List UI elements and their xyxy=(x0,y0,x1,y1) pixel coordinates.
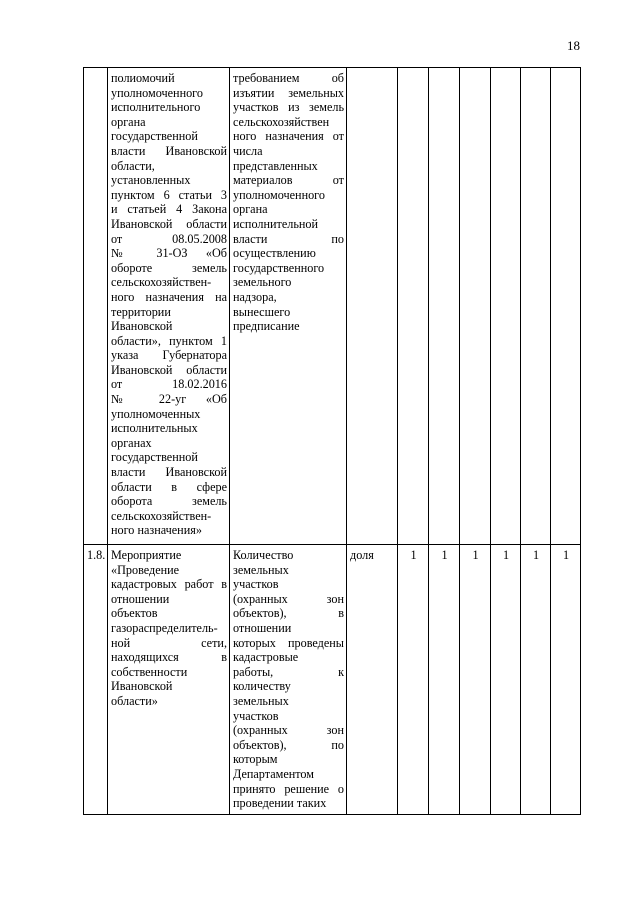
value-cell-year-3: 1 xyxy=(460,545,491,815)
text-line: от 18.02.2016 xyxy=(111,377,227,392)
text-line: которых проведены xyxy=(233,635,344,650)
text-line: надзора, xyxy=(233,289,277,304)
text-line: объектов), по xyxy=(233,737,344,752)
text-line: государственного xyxy=(233,260,325,275)
text-line: исполнительного xyxy=(111,100,201,115)
text-line: ного назначения» xyxy=(111,523,202,538)
text-line: отношении xyxy=(233,620,292,635)
measures-table xyxy=(83,67,581,815)
value-cell-year-3 xyxy=(460,68,491,545)
text-line: отношении xyxy=(111,591,170,606)
text-line: участков xyxy=(233,577,279,592)
value-cell-year-5: 1 xyxy=(521,545,551,815)
text-line: № 22-уг «Об xyxy=(111,392,227,407)
indicator-description-cell xyxy=(230,545,347,815)
row-number-cell xyxy=(84,68,108,545)
text-line: сельскохозяйствен xyxy=(233,114,330,129)
text-line: Ивановской xyxy=(111,319,173,334)
value-cell-year-4: 1 xyxy=(491,545,521,815)
text-line: области в сфере xyxy=(111,479,227,494)
text-line: пунктом 6 статьи 3 xyxy=(111,187,227,202)
text-line: требованием об xyxy=(233,71,344,85)
unit-cell xyxy=(347,68,398,545)
text-line: и статьей 4 Закона xyxy=(111,202,227,217)
text-line: от 08.05.2008 xyxy=(111,231,227,246)
text-line: (охранных зон xyxy=(233,723,344,738)
text-line: государственной xyxy=(111,450,198,465)
text-line: Количество xyxy=(233,548,294,562)
text-line: области, xyxy=(111,158,155,173)
value-cell-year-1 xyxy=(398,68,429,545)
value-cell-year-1: 1 xyxy=(398,545,429,815)
value-cell-year-6 xyxy=(551,68,581,545)
text-line: сельскохозяйствен- xyxy=(111,275,212,290)
text-line: проведении таких xyxy=(233,796,327,811)
text-line: земельных xyxy=(233,693,289,708)
text-line: Ивановской области xyxy=(111,362,227,377)
text-line: ной сети, xyxy=(111,635,227,650)
text-line: установленных xyxy=(111,173,191,188)
text-line: территории xyxy=(111,304,171,319)
text-line: вынесшего xyxy=(233,304,291,319)
text-line: сельскохозяйствен- xyxy=(111,508,212,523)
text-line: объектов), в xyxy=(233,606,344,621)
text-line: № 31-ОЗ «Об xyxy=(111,246,227,261)
text-line: уполномоченного xyxy=(233,187,325,202)
text-line: уполномоченного xyxy=(111,85,203,100)
value-cell-year-4 xyxy=(491,68,521,545)
value-cell-year-2 xyxy=(429,68,460,545)
text-line: власти Ивановской xyxy=(111,143,227,158)
text-line: ного назначения на xyxy=(111,289,227,304)
value-cell-year-6: 1 xyxy=(551,545,581,815)
text-line: кадастровых работ в xyxy=(111,577,227,592)
text-line: органа xyxy=(233,202,268,217)
text-line: оборота земель xyxy=(111,494,227,509)
text-line: исполнительной xyxy=(233,216,319,231)
row-number-cell: 1.8. xyxy=(84,545,108,815)
text-line: «Проведение xyxy=(111,562,180,577)
text-line: власти Ивановской xyxy=(111,465,227,480)
text-line: работы, к xyxy=(233,664,344,679)
text-line: осуществлению xyxy=(233,246,316,261)
text-line: полиомочий xyxy=(111,71,175,85)
text-line: Ивановской xyxy=(111,679,173,694)
text-line: (охранных зон xyxy=(233,591,344,606)
text-line: объектов xyxy=(111,606,158,621)
value-cell-year-5 xyxy=(521,68,551,545)
text-line: газораспределитель- xyxy=(111,620,218,635)
page-number: 18 xyxy=(567,38,580,53)
text-line: изъятии земельных xyxy=(233,85,344,100)
table-row xyxy=(84,68,581,545)
text-line: материалов от xyxy=(233,173,344,188)
text-line: собственности xyxy=(111,664,188,679)
text-line: обороте земель xyxy=(111,260,227,275)
measure-name-cell xyxy=(108,68,230,545)
text-line: представленных xyxy=(233,158,318,173)
text-line: предписание xyxy=(233,319,300,334)
value-cell-year-2: 1 xyxy=(429,545,460,815)
text-line: государственной xyxy=(111,129,198,144)
unit-cell: доля xyxy=(347,545,398,815)
text-line: находящихся в xyxy=(111,650,227,665)
table-body xyxy=(84,68,581,815)
text-line: которым xyxy=(233,752,278,767)
text-line: земельного xyxy=(233,275,292,290)
table-row xyxy=(84,545,581,815)
text-line: участков из земель xyxy=(233,100,344,115)
text-line: Мероприятие xyxy=(111,548,182,562)
text-line: Департаментом xyxy=(233,766,315,781)
measure-name-cell xyxy=(108,545,230,815)
text-line: земельных xyxy=(233,562,289,577)
text-line: власти по xyxy=(233,231,344,246)
text-line: числа xyxy=(233,143,263,158)
text-line: кадастровые xyxy=(233,650,299,665)
text-line: указа Губернатора xyxy=(111,348,227,363)
text-line: органа xyxy=(111,114,146,129)
text-line: исполнительных xyxy=(111,421,198,436)
text-line: количеству xyxy=(233,679,291,694)
text-line: области» xyxy=(111,693,158,708)
indicator-description-cell xyxy=(230,68,347,545)
text-line: области», пунктом 1 xyxy=(111,333,227,348)
text-line: органах xyxy=(111,435,152,450)
text-line: участков xyxy=(233,708,279,723)
text-line: принято решение о xyxy=(233,781,344,796)
text-line: уполномоченных xyxy=(111,406,201,421)
text-line: ного назначения от xyxy=(233,129,344,144)
text-line: Ивановской области xyxy=(111,216,227,231)
